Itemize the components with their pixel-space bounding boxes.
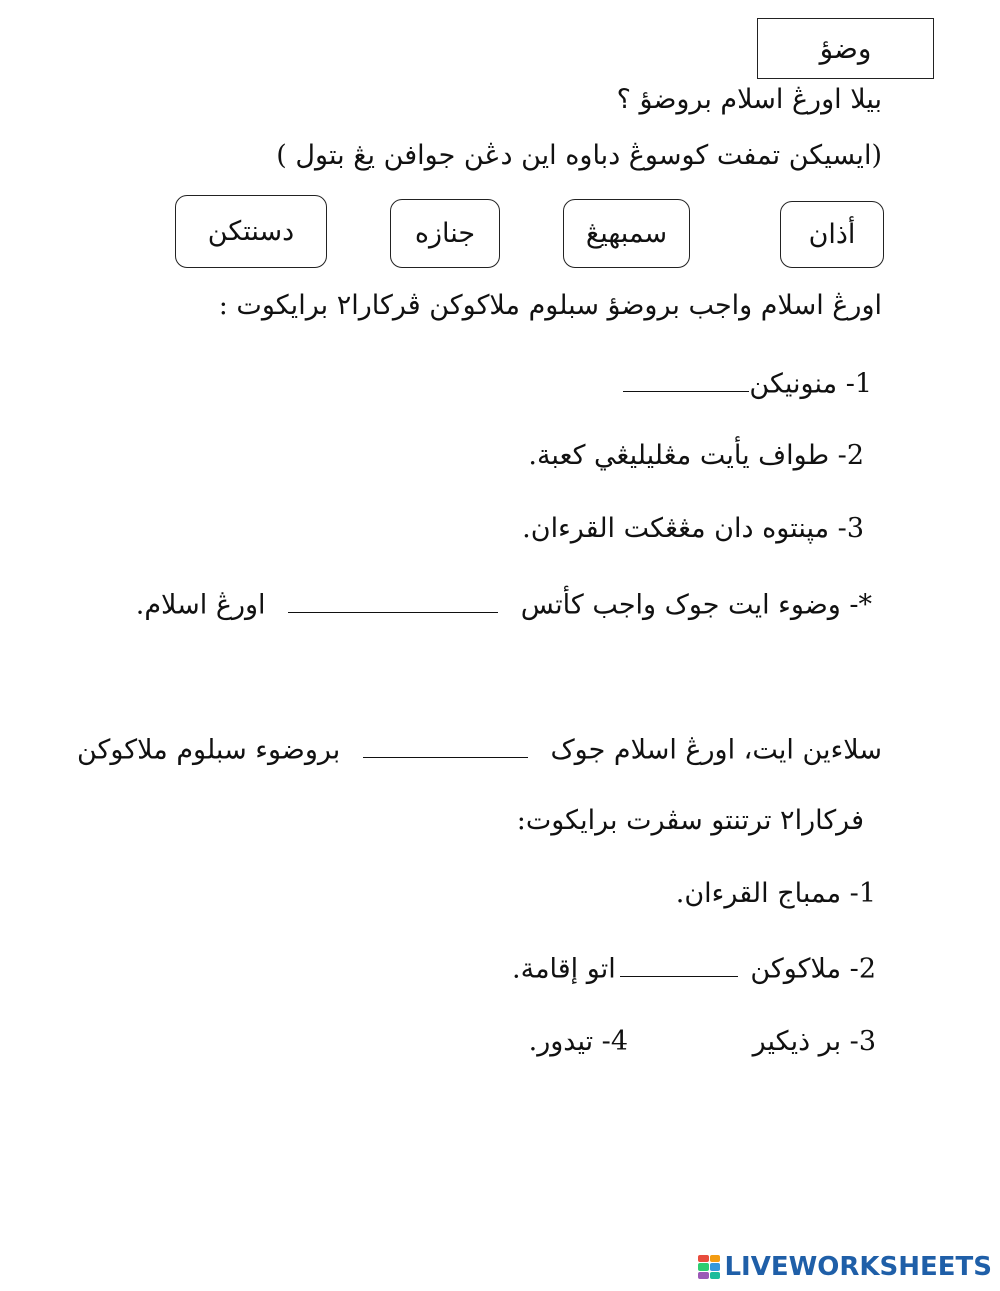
logo-cell-1	[698, 1255, 709, 1262]
blank-4[interactable]	[620, 952, 738, 977]
star-line-prefix: *- وضوء ايت جوک واجب كأتس	[520, 589, 872, 621]
choice-box-4[interactable]	[175, 195, 327, 268]
para2-line-1	[77, 733, 882, 767]
list2-item-2	[512, 952, 876, 986]
liveworksheets-logo	[698, 1252, 992, 1282]
title-text: وضؤ	[819, 32, 872, 65]
list2-item-2-prefix: 2- ملاكوكن	[750, 953, 876, 985]
choice-label-4: دسنتكن	[207, 216, 295, 247]
para2-line-2: فركارا٢ ترتنتو سڤرت برايكوت:	[516, 805, 864, 836]
list1-item-3: 3- مپنتوه دان مڠڠكت القرءان.	[522, 513, 864, 544]
para2-start: سلاءين ايت، اورڠ اسلام جوک	[550, 734, 882, 766]
blank-1[interactable]	[623, 367, 749, 392]
choice-box-3[interactable]	[390, 199, 500, 268]
list1-item-1-text: 1- منونيكن	[749, 368, 872, 400]
list1-item-1	[623, 367, 872, 401]
blank-3[interactable]	[363, 733, 528, 758]
logo-icon	[698, 1255, 720, 1279]
para2-end: بروضوء سبلوم ملاكوكن	[76, 734, 341, 766]
logo-cell-2	[710, 1255, 721, 1262]
question-1: بيلا اورڠ اسلام بروضؤ ؟	[616, 84, 882, 115]
statement-1: اورڠ اسلام واجب بروضؤ سبلوم ملاكوكن ڤركارا٢ برايكوت :	[218, 290, 882, 321]
instruction: (ايسيكن تمفت كوسوڠ دباوه اين دڠن جوافن يڠ بتول )	[276, 140, 882, 171]
choice-label-3: جنازه	[414, 218, 476, 249]
list2-item-1: 1- ممباج القرءان.	[675, 878, 876, 909]
choice-box-2[interactable]	[563, 199, 690, 268]
logo-cell-6	[710, 1272, 721, 1279]
list2-item-3: 3- بر ذيكير	[752, 1026, 876, 1057]
choice-label-2: سمبهيڠ	[585, 218, 668, 249]
logo-cell-3	[698, 1263, 709, 1270]
list1-item-2: 2- طواف يأيت مڠليليڠي كعبة.	[528, 440, 864, 471]
logo-cell-5	[698, 1272, 709, 1279]
star-line-suffix: اورڠ اسلام.	[135, 589, 266, 621]
choice-box-1[interactable]	[780, 201, 884, 268]
star-line	[136, 588, 872, 622]
list2-item-4: 4- تيدور.	[528, 1026, 628, 1057]
logo-cell-4	[710, 1263, 721, 1270]
brand-text: LIVEWORKSHEETS	[724, 1252, 992, 1282]
blank-2[interactable]	[288, 588, 498, 613]
list2-item-2-suffix: اتو إقامة.	[512, 953, 616, 985]
title-box	[757, 18, 934, 79]
choice-label-1: أذان	[808, 219, 856, 250]
